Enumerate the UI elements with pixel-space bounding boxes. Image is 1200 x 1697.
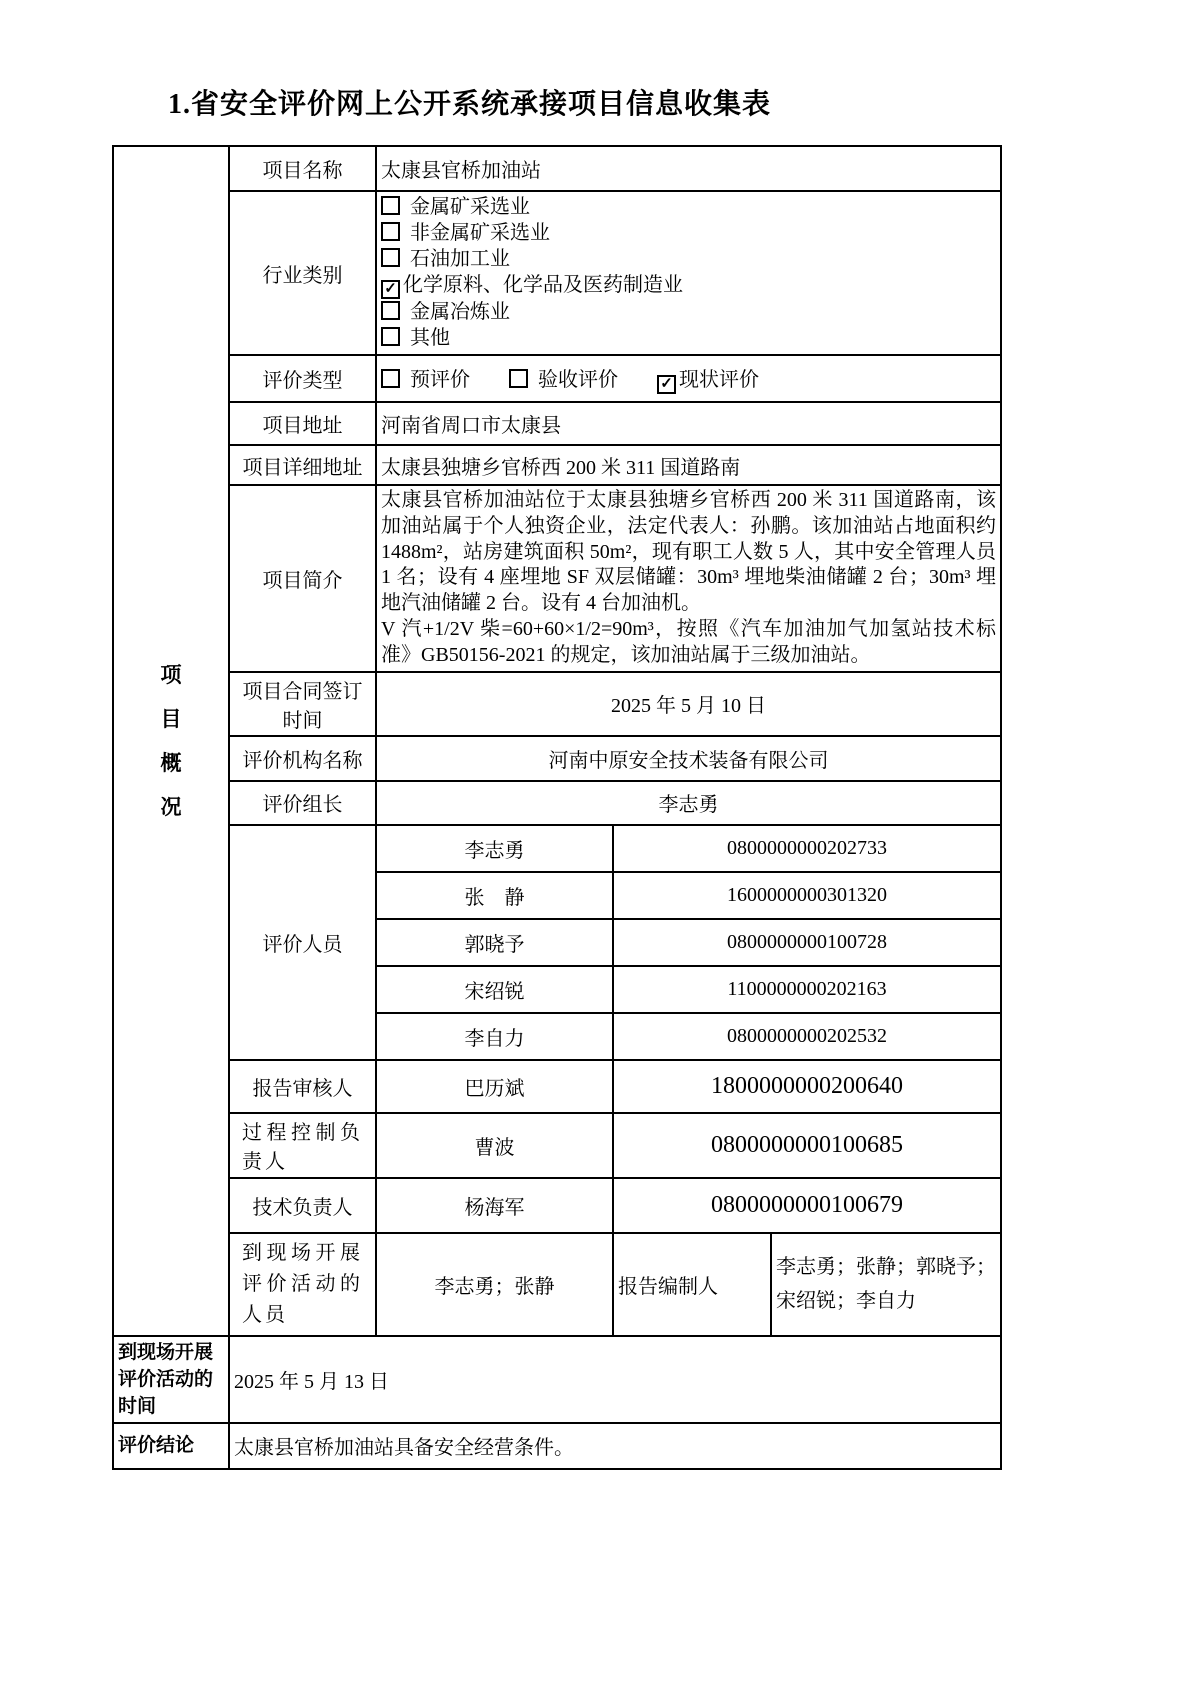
section-label-cell — [113, 146, 229, 1336]
label-detail-address: 项目详细地址 — [229, 445, 376, 485]
eval-type-option — [657, 369, 759, 391]
checkbox-unchecked-icon — [381, 327, 400, 346]
evaluator-number: 0800000000100728 — [613, 919, 1001, 966]
value-summary — [376, 485, 1001, 672]
value-conclusion: 太康县官桥加油站具备安全经营条件。 — [229, 1423, 1001, 1469]
eval-type-option — [509, 369, 618, 391]
value-site-time: 2025 年 5 月 13 日 — [229, 1336, 1001, 1423]
row-detail-address — [113, 445, 1001, 485]
checkbox-unchecked-icon — [381, 369, 400, 388]
row-conclusion — [113, 1423, 1001, 1469]
row-leader — [113, 781, 1001, 825]
checkbox-unchecked-icon — [381, 301, 400, 320]
evaluator-number: 0800000000202532 — [613, 1013, 1001, 1060]
label-site-time: 到现场开展评价活动的时间 — [113, 1336, 229, 1423]
eval-type-options-cell — [376, 355, 1001, 402]
row-site-time — [113, 1336, 1001, 1423]
evaluator-name: 张 静 — [376, 872, 613, 919]
evaluator-name: 李自力 — [376, 1013, 613, 1060]
industry-option — [381, 221, 996, 246]
checkbox-checked-icon: ✓ — [657, 375, 676, 394]
summary-paragraph: 太康县官桥加油站位于太康县独塘乡官桥西 200 米 311 国道路南，该加油站属于个人独资企业，法定代表人：孙鹏。该加油站占地面积约 1488m²，站房建筑面积 50m²，现有职工人数 5 人，其中安全管理人员 1 名；设有 4 座埋地 SF 双层储罐：30m³ 埋地柴油储罐 2 台；30m³ 埋地汽油储罐 2 台。设有 4 台加油机。 — [381, 489, 997, 615]
evaluator-number: 1600000000301320 — [613, 872, 1001, 919]
industry-option-label: 石油加工业 — [410, 248, 510, 270]
industry-option-label: 非金属矿采选业 — [410, 222, 550, 244]
label-conclusion: 评价结论 — [113, 1423, 229, 1469]
row-process-control — [113, 1113, 1001, 1178]
process-control-name: 曹波 — [376, 1113, 613, 1178]
row-evaluator — [113, 825, 1001, 872]
tech-lead-name: 杨海军 — [376, 1178, 613, 1233]
checkbox-unchecked-icon — [381, 196, 400, 215]
label-summary: 项目简介 — [229, 485, 376, 672]
row-site-personnel — [113, 1233, 1001, 1336]
label-leader: 评价组长 — [229, 781, 376, 825]
industry-option — [381, 247, 996, 272]
label-contract-date: 项目合同签订时间 — [229, 672, 376, 736]
row-industry — [113, 191, 1001, 355]
industry-option-label: 金属冶炼业 — [410, 301, 510, 323]
row-eval-type — [113, 355, 1001, 402]
label-report-editor: 报告编制人 — [613, 1233, 771, 1336]
value-leader: 李志勇 — [376, 781, 1001, 825]
industry-option-label: 化学原料、化学品及医药制造业 — [403, 274, 683, 296]
document-title: 1.省安全评价网上公开系统承接项目信息收集表 — [168, 89, 772, 120]
industry-option — [381, 273, 996, 299]
value-project-name: 太康县官桥加油站 — [376, 146, 1001, 191]
row-contract-date — [113, 672, 1001, 736]
label-address: 项目地址 — [229, 402, 376, 445]
process-control-number: 0800000000100685 — [613, 1113, 1001, 1178]
checkbox-unchecked-icon — [509, 369, 528, 388]
checkbox-checked-icon: ✓ — [381, 280, 400, 299]
label-project-name: 项目名称 — [229, 146, 376, 191]
row-project-name — [113, 146, 1001, 191]
tech-lead-number: 0800000000100679 — [613, 1178, 1001, 1233]
value-contract-date: 2025 年 5 月 10 日 — [376, 672, 1001, 736]
checkbox-unchecked-icon — [381, 248, 400, 267]
report-editor-names: 李志勇；张静；郭晓予；宋绍锐；李自力 — [771, 1233, 1001, 1336]
label-process-control: 过程控制负责人 — [229, 1113, 376, 1178]
project-info-table — [112, 145, 1002, 1470]
reviewer-name: 巴历斌 — [376, 1060, 613, 1113]
industry-option — [381, 300, 996, 325]
industry-option — [381, 195, 996, 220]
row-agency — [113, 736, 1001, 781]
value-address: 河南省周口市太康县 — [376, 402, 1001, 445]
evaluator-name: 宋绍锐 — [376, 966, 613, 1013]
row-summary — [113, 485, 1001, 672]
industry-option-label: 其他 — [410, 327, 450, 349]
site-personnel-names: 李志勇；张静 — [376, 1233, 613, 1336]
label-eval-type: 评价类型 — [229, 355, 376, 402]
evaluator-name: 郭晓予 — [376, 919, 613, 966]
evaluator-number: 1100000000202163 — [613, 966, 1001, 1013]
value-agency: 河南中原安全技术装备有限公司 — [376, 736, 1001, 781]
summary-paragraph: V 汽+1/2V 柴=60+60×1/2=90m³，按照《汽车加油加气加氢站技术标准》GB50156-2021 的规定，该加油站属于三级加油站。 — [381, 617, 997, 666]
industry-options-cell — [376, 191, 1001, 355]
row-address — [113, 402, 1001, 445]
label-tech-lead: 技术负责人 — [229, 1178, 376, 1233]
eval-type-option-label: 现状评价 — [679, 369, 759, 391]
reviewer-number: 1800000000200640 — [613, 1060, 1001, 1113]
eval-type-option-label: 预评价 — [410, 369, 470, 391]
evaluator-name: 李志勇 — [376, 825, 613, 872]
label-evaluators: 评价人员 — [229, 825, 376, 1060]
checkbox-unchecked-icon — [381, 222, 400, 241]
row-tech-lead — [113, 1178, 1001, 1233]
label-site-personnel: 到现场开展评价活动的人员 — [229, 1233, 376, 1336]
row-reviewer — [113, 1060, 1001, 1113]
evaluator-number: 0800000000202733 — [613, 825, 1001, 872]
eval-type-option — [381, 369, 470, 391]
industry-option — [381, 326, 996, 351]
section-label: 项目概况 — [160, 662, 182, 819]
value-detail-address: 太康县独塘乡官桥西 200 米 311 国道路南 — [376, 445, 1001, 485]
label-agency: 评价机构名称 — [229, 736, 376, 781]
label-reviewer: 报告审核人 — [229, 1060, 376, 1113]
eval-type-option-label: 验收评价 — [538, 369, 618, 391]
label-industry: 行业类别 — [229, 191, 376, 355]
industry-option-label: 金属矿采选业 — [410, 196, 530, 218]
